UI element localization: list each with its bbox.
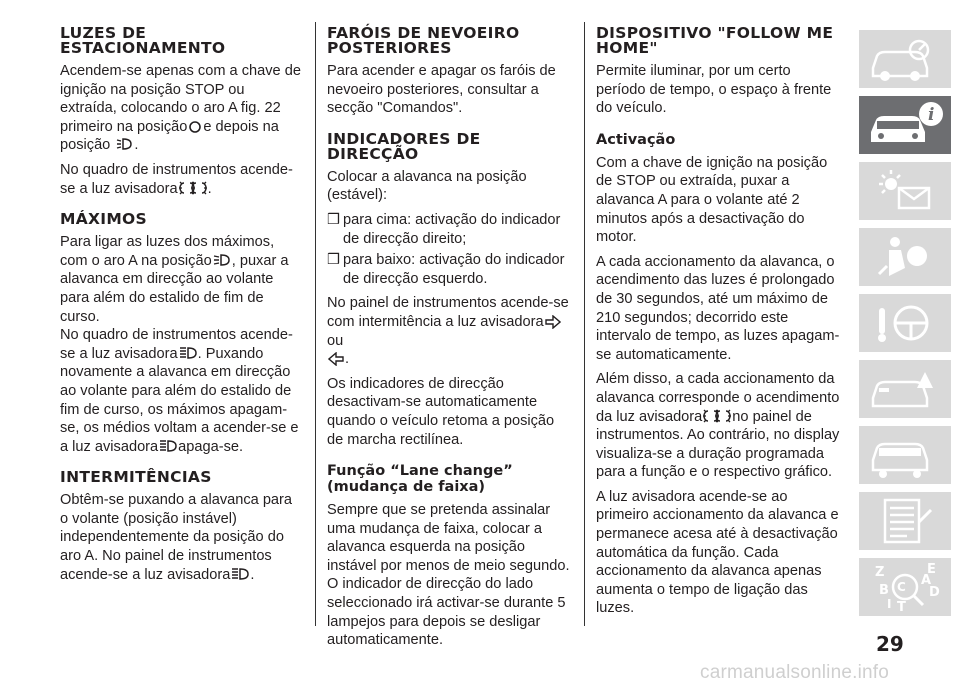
section-tabs (859, 30, 951, 624)
turn-right-arrow-icon (545, 315, 561, 329)
paragraph-panel-warning: No painel de instrumentos acende-se com intermitência a luz avisadoraou . (327, 295, 569, 368)
ring-off-icon (188, 120, 202, 134)
paragraph-warning-light: Além disso, a cada accionamento da alavanca corresponde o acendimento da luz avisadora no painel de instrumentos. Ao contrário, no display visualiza-se a duração programada para a função e o respectivo gráfico. (596, 371, 840, 481)
column-right (596, 26, 842, 624)
svg-text:C: C (897, 580, 906, 594)
tab-emergency[interactable] (859, 360, 951, 418)
paragraph-flashing: Obtêm-se puxando a alavanca para o volante (posição instável) independentemente da posição do aro A. No painel de instrumentos acende-se a luz avisadora . (60, 492, 293, 583)
paragraph-parking-lights: Acendem-se apenas com a chave de ignição na posição STOP ou extraída, colocando o aro A fig. 22 primeiro na posição e depois na posição . (60, 63, 301, 154)
parking-lights-icon (115, 136, 133, 152)
warning-lights-icon (859, 162, 951, 220)
car-breakdown-icon (859, 360, 951, 418)
list-item: ❒ para baixo: activação do indicador de direcção esquerdo. (327, 252, 565, 287)
tab-warning-lights[interactable] (859, 162, 951, 220)
car-dashboard-icon (859, 30, 951, 88)
paragraph-direction-indicators: Colocar a alavanca na posição (estável): (327, 168, 527, 204)
tab-maintenance[interactable] (859, 426, 951, 484)
list-item: ❒ para cima: activação do indicador de direcção direito; (327, 211, 561, 247)
tab-index[interactable] (859, 558, 951, 616)
paragraph-high-beam: Para ligar as luzes dos máximos, com o aro A na posição , puxar a alavanca em direcção ao volante para além do estalido de fim de curso. No quadro de instrumentos acende-se a luz avisadora . Puxando novamente a alavanca em direcção ao volante para além do estalido de fim de curso, os máximos apagam-se, os médios voltam a acender-se e a luz avisadora apaga-se. (60, 234, 299, 455)
column-divider (584, 22, 585, 626)
alphabet-index-icon (859, 558, 951, 616)
paragraph-activation: Com a chave de ignição na posição de STOP ou extraída, puxar a alavanca A para o volante até 2 minutos após a desactivação do motor. (596, 154, 828, 246)
page-number: 29 (876, 632, 904, 656)
paragraph-auto-deactivate: Os indicadores de direcção desactivam-se automaticamente quando o veículo retoma a posição de marcha rectilínea. (327, 375, 555, 448)
tab-technical-data[interactable] (859, 492, 951, 550)
tab-car-info[interactable] (859, 96, 951, 154)
airbag-person-icon (859, 228, 951, 286)
svg-text:E: E (927, 562, 936, 577)
high-beam-icon (179, 345, 197, 361)
paragraph-each-actuation: A cada accionamento da alavanca, o acendimento das luzes é prolongado de 30 segundos, até um máximo de 210 segundos; decorrido este intervalo de tempo, as luzes apagam-se automaticamente. (596, 253, 840, 363)
high-beam-icon-3 (231, 566, 249, 582)
side-lights-warning-icon (703, 408, 731, 424)
svg-text:i: i (928, 105, 935, 125)
tab-safety[interactable] (859, 228, 951, 286)
paragraph-follow-me-home: Permite iluminar, por um certo período de tempo, o espaço à frente do veículo. (596, 63, 832, 117)
heading-activation: Activação (596, 131, 676, 148)
svg-text:T: T (897, 600, 906, 615)
paragraph-parking-warning: No quadro de instrumentos acende-se a luz avisadora . (60, 161, 293, 197)
heading-follow-me-home: DISPOSITIVO "FOLLOW ME HOME" (596, 24, 834, 57)
heading-lane-change: Função “Lane change” (mudança de faixa) (327, 463, 513, 496)
steering-wheel-icon (859, 294, 951, 352)
svg-text:I: I (887, 597, 892, 611)
turn-left-arrow-icon (328, 352, 344, 366)
headlights-icon (213, 252, 231, 268)
paragraph-light-stays-on: A luz avisadora acende-se ao primeiro accionamento da alavanca e permanece acesa até à desactivação automática da função. Cada accionamento da alavanca apenas aumenta o tempo de ligação das luzes. (596, 488, 839, 617)
heading-flashing: INTERMITÊNCIAS (60, 468, 212, 487)
svg-text:D: D (929, 585, 940, 600)
car-service-icon (859, 426, 951, 484)
column-middle (327, 26, 571, 656)
column-left (60, 26, 302, 590)
heading-parking-lights: LUZES DE ESTACIONAMENTO (60, 24, 226, 57)
tab-starting-driving[interactable] (859, 294, 951, 352)
heading-direction-indicators: INDICADORES DE DIRECÇÃO (327, 129, 481, 163)
heading-high-beam: MÁXIMOS (60, 210, 148, 229)
svg-text:B: B (879, 583, 889, 598)
tab-dashboard[interactable] (859, 30, 951, 88)
paragraph-rear-fog: Para acender e apagar os faróis de nevoeiro posteriores, consultar a secção "Comandos". (327, 63, 556, 117)
column-divider (315, 22, 316, 626)
paragraph-lane-change: Sempre que se pretenda assinalar uma mudança de faixa, colocar a alavanca esquerda na posição instável por menos de meio segundo. O indicador de direcção do lado seleccionado irá activar-se durante 5 lampejos para depois se desligar automaticamente. (327, 502, 570, 649)
svg-text:Z: Z (875, 565, 885, 580)
checkbox-bullet: ❒ (327, 211, 341, 228)
high-beam-icon-2 (159, 438, 177, 454)
heading-rear-fog: FARÓIS DE NEVOEIRO POSTERIORES (327, 24, 520, 57)
side-lights-warning-icon (179, 180, 207, 196)
watermark: carmanualsonline.info (700, 662, 890, 683)
car-info-icon (859, 96, 951, 154)
svg-text:A: A (921, 573, 932, 588)
specifications-list-icon (859, 492, 951, 550)
checkbox-bullet: ❒ (327, 252, 341, 269)
